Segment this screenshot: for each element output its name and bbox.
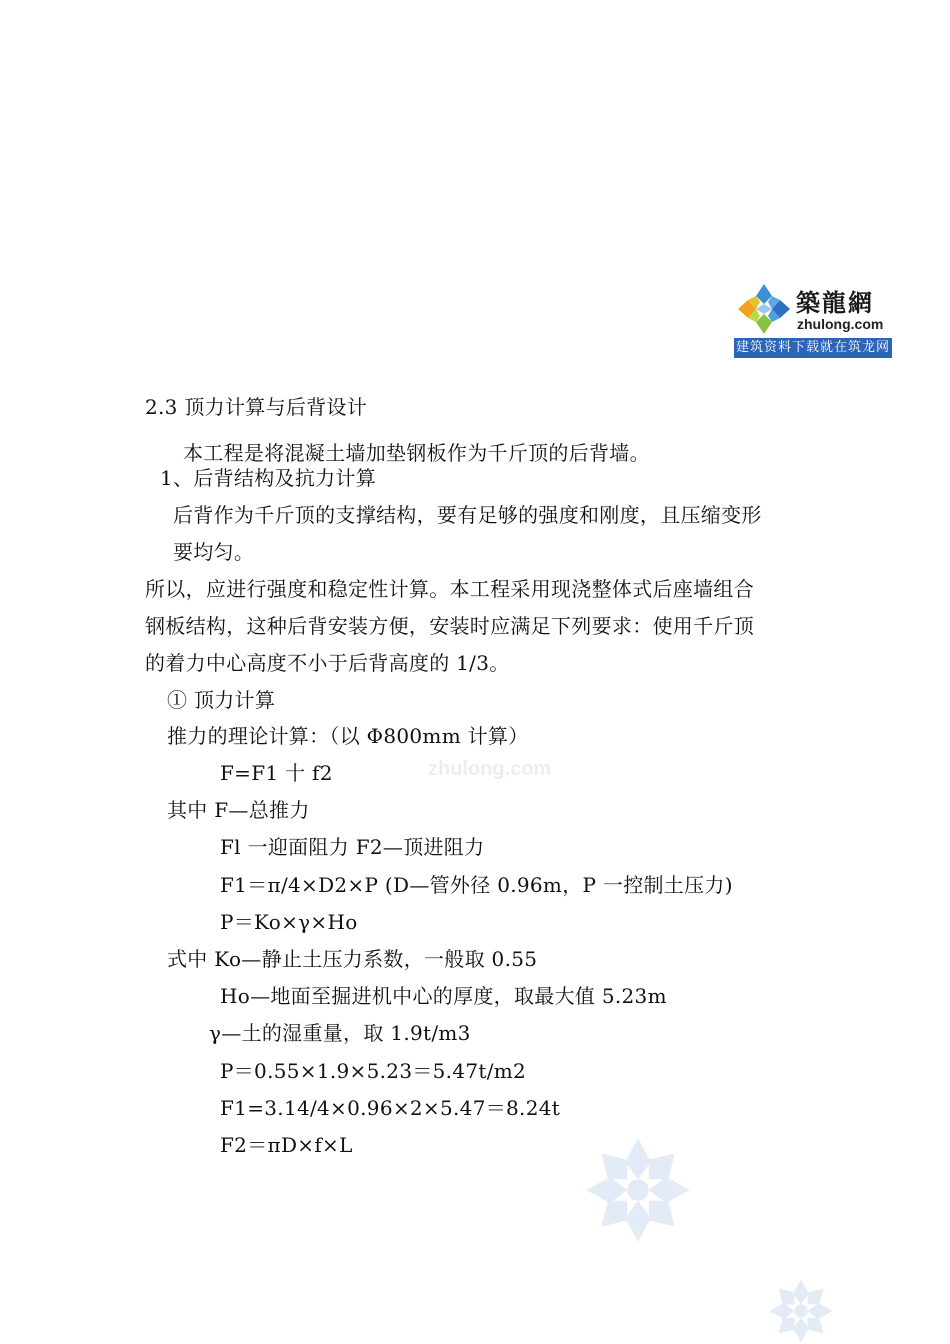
subsection-title: 1、后背结构及抗力计算 [160,466,377,490]
calc-f1: F1=3.14/4×0.96×2×5.47＝8.24t [220,1096,561,1120]
paragraph-1-line-2: 要均匀。 [173,540,255,564]
watermark-flower-small-icon [768,1278,834,1344]
def-gamma: γ—土的湿重量，取 1.9t/m3 [209,1021,471,1045]
def-f1-f2: Fl 一迎面阻力 F2—顶进阻力 [220,835,485,859]
formula-f1: F1＝π/4×D2×P (D—管外径 0.96m，P 一控制土压力) [220,873,733,897]
def-ho: Ho—地面至掘进机中心的厚度，取最大值 5.23m [220,984,667,1008]
paragraph-2-line-3: 的着力中心高度不小于后背高度的 1/3。 [145,651,510,675]
zhulong-logo [734,280,892,358]
where-ko: 式中 Ko—静止土压力系数，一般取 0.55 [167,947,538,971]
where-f: 其中 F—总推力 [167,798,310,822]
calc-title: ① 顶力计算 [167,688,276,712]
paragraph-2-line-2: 钢板结构，这种后背安装方便，安装时应满足下列要求：使用千斤顶 [145,614,754,638]
section-title: 2.3 顶力计算与后背设计 [145,395,368,419]
watermark-text: zhulong.com [428,758,552,780]
theory-line: 推力的理论计算：（以 Φ800mm 计算） [167,724,529,748]
logo-domain: zhulong.com [797,316,884,332]
calc-p: P＝0.55×1.9×5.23＝5.47t/m2 [220,1059,527,1083]
zhulong-logo-icon [736,282,792,336]
formula-f2: F2＝πD×f×L [220,1133,353,1157]
paragraph-2-line-1: 所以，应进行强度和稳定性计算。本工程采用现浇整体式后座墙组合 [145,577,754,601]
logo-name-cn: 築龍網 [796,289,874,317]
formula-p: P＝Ko×γ×Ho [220,910,358,934]
logo-slogan: 建筑资料下载就在筑龙网 [734,338,892,358]
intro-paragraph: 本工程是将混凝土墙加垫钢板作为千斤顶的后背墙。 [183,441,650,465]
watermark-flower-icon [584,1136,692,1244]
formula-f: F=F1 十 f2 [220,761,333,785]
paragraph-1-line-1: 后背作为千斤顶的支撑结构，要有足够的强度和刚度，且压缩变形 [173,503,762,527]
